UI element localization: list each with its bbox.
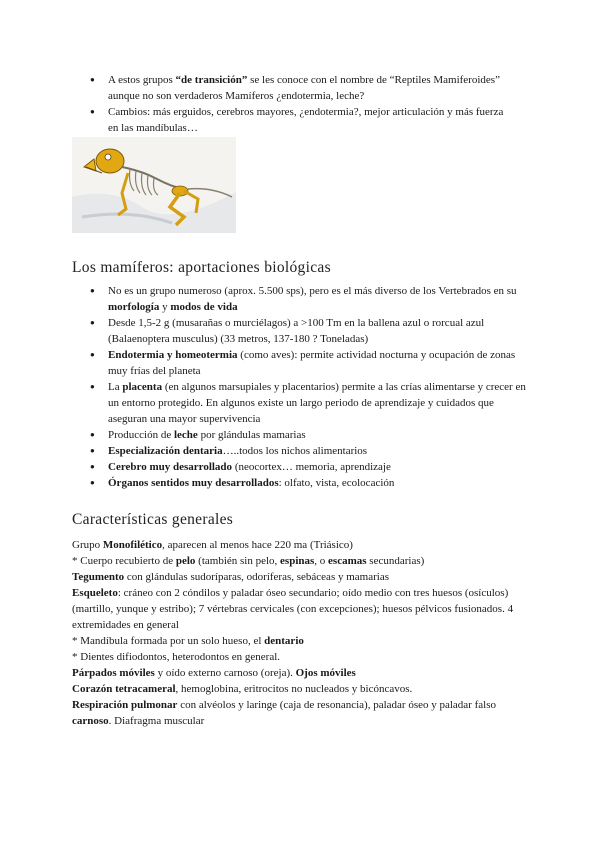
list-item: ● Producción de leche por glándulas mamarias — [90, 427, 530, 443]
list-item: ● Órganos sentidos muy desarrollados: olfato, vista, ecolocación — [90, 475, 530, 491]
paragraph-line: * Mandíbula formada por un solo hueso, el dentario — [72, 635, 304, 647]
section-heading-mammals: Los mamíferos: aportaciones biológicas — [72, 259, 331, 276]
paragraph-line: Tegumento con glándulas sudoríparas, odoríferas, sebáceas y mamarias — [72, 571, 389, 583]
section-heading-general: Características generales — [72, 511, 234, 528]
paragraph-line: * Cuerpo recubierto de pelo (también sin pelo, espinas, o escamas secundarias) — [72, 555, 425, 567]
paragraph-line: Corazón tetracameral, hemoglobina, eritrocitos no nucleados y bicóncavos. — [72, 683, 413, 695]
paragraph-line: Respiración pulmonar con alvéolos y laringe (caja de resonancia), paladar óseo y paladar falso carnoso. Diafragma muscular — [72, 699, 496, 727]
mammals-list — [90, 283, 530, 491]
paragraph-line: * Dientes difiodontos, heterodontos en general. — [72, 651, 281, 663]
list-item: ● Especialización dentaria…..todos los nichos alimentarios — [90, 443, 530, 459]
general-characteristics — [72, 537, 530, 729]
mammaliaform-skeleton-illustration — [72, 137, 236, 233]
list-item: ● No es un grupo numeroso (aprox. 5.500 sps), pero es el más diverso de los Vertebrados en su morfología y modos de vida — [90, 283, 530, 315]
list-item: ● Cambios: más erguidos, cerebros mayores, ¿endotermia?, mejor articulación y más fuerza en las mandíbulas… — [90, 104, 510, 136]
list-item: ● A estos grupos “de transición” se les conoce con el nombre de “Reptiles Mamiferoides” aunque no son verdaderos Mamíferos ¿endotermia, leche? — [90, 72, 510, 104]
list-item: ● Desde 1,5-2 g (musarañas o murciélagos) a >100 Tm en la ballena azul o rorcual azul (Balaenoptera musculus) (33 metros, 137-180 ? Toneladas) — [90, 315, 530, 347]
list-item: ● La placenta (en algunos marsupiales y placentarios) permite a las crías alimentarse y crecer en un entorno protegido. En algunos existe un largo periodo de aprendizaje y cuidados que aseguran una mayor supervivencia — [90, 379, 530, 427]
paragraph-line: Grupo Monofilético, aparecen al menos hace 220 ma (Triásico) — [72, 539, 353, 551]
list-item: ● Cerebro muy desarrollado (neocortex… memoria, aprendizaje — [90, 459, 530, 475]
paragraph-line: Párpados móviles y oído externo carnoso (oreja). Ojos móviles — [72, 667, 356, 679]
list-item: ● Endotermia y homeotermia (como aves): permite actividad nocturna y ocupación de zonas muy frías del planeta — [90, 347, 530, 379]
paragraph-line: Esqueleto: cráneo con 2 cóndilos y paladar óseo secundario; oído medio con tres huesos (osículos) (martillo, yunque y estribo); 7 vértebras cervicales (con excepciones); huesos pélvicos fusionados. 4 extremidades en general — [72, 587, 514, 631]
intro-list — [90, 72, 510, 136]
